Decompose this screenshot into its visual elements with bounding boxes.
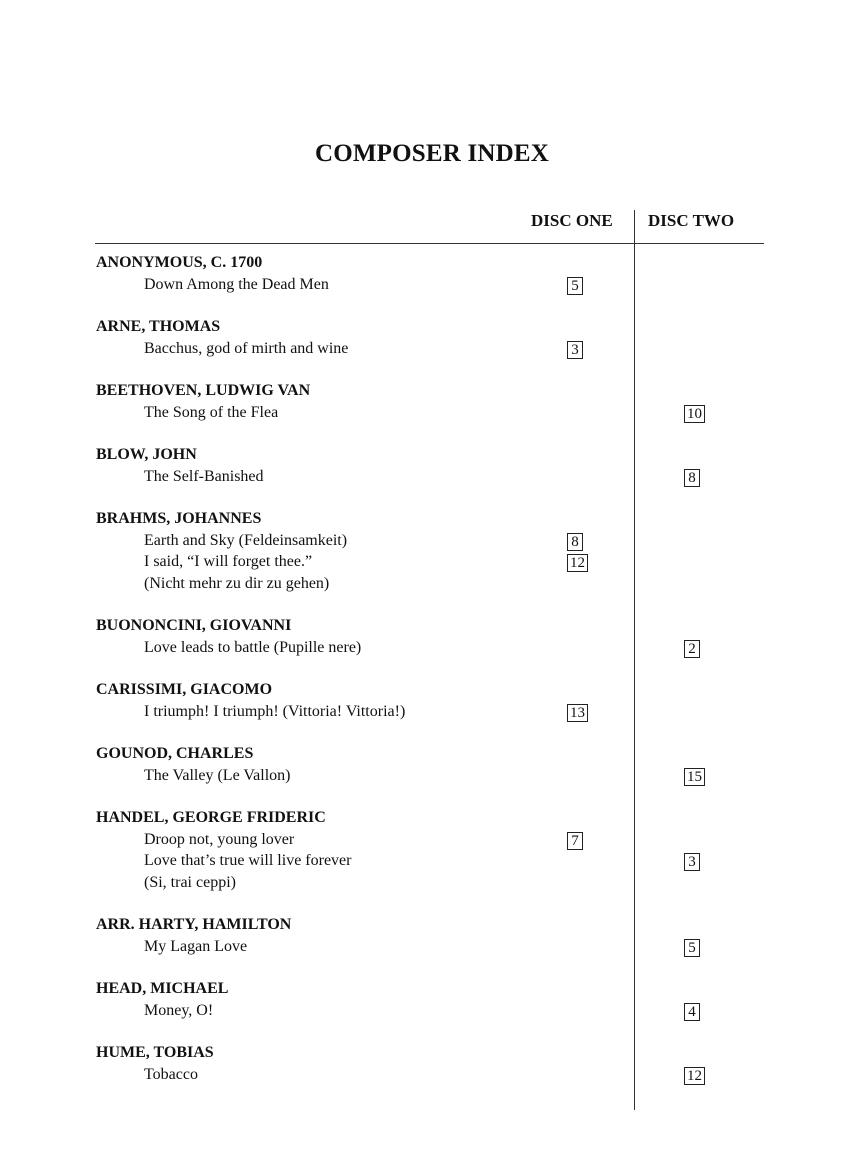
work-title: (Si, trai ceppi) (144, 873, 236, 891)
disc-two-column-header: DISC TWO (648, 211, 735, 230)
disc-two-track-number: 3 (684, 853, 700, 871)
disc-two-track-number: 10 (684, 405, 705, 423)
work-item (0, 639, 864, 660)
disc-one-track-number: 13 (567, 704, 588, 722)
work-title: (Nicht mehr zu dir zu gehen) (144, 574, 330, 592)
disc-two-track-number: 15 (684, 768, 705, 786)
work-item (0, 831, 864, 852)
composer-name: GOUNOD, CHARLES (96, 745, 254, 762)
work-subtitle-line (0, 575, 864, 596)
composer-name: BEETHOVEN, LUDWIG VAN (96, 382, 311, 399)
work-item (0, 938, 864, 959)
work-title: Money, O! (144, 1001, 214, 1019)
disc-one-track-number: 8 (567, 533, 583, 551)
disc-one-track-number: 5 (567, 277, 583, 295)
work-title: I said, “I will forget thee.” (144, 553, 313, 570)
composer-name: BRAHMS, JOHANNES (96, 510, 262, 527)
work-title: I triumph! I triumph! (Vittoria! Vittoria!) (144, 702, 406, 720)
disc-one-track-number: 7 (567, 832, 583, 850)
composer-name: HEAD, MICHAEL (96, 980, 229, 997)
work-item (0, 340, 864, 361)
work-item (0, 703, 864, 724)
work-title: Droop not, young lover (144, 830, 295, 848)
disc-two-track-number: 5 (684, 939, 700, 957)
composer-name: ANONYMOUS, C. 1700 (96, 254, 263, 271)
work-title: Earth and Sky (Feldeinsamkeit) (144, 531, 348, 549)
work-item (0, 852, 864, 873)
work-item (0, 276, 864, 297)
work-title: The Song of the Flea (144, 403, 279, 421)
disc-one-track-number: 3 (567, 341, 583, 359)
composer-name: ARR. HARTY, HAMILTON (96, 916, 292, 933)
work-title: Down Among the Dead Men (144, 275, 329, 293)
composer-name: BLOW, JOHN (96, 446, 197, 463)
work-item (0, 1002, 864, 1023)
composer-name: HUME, TOBIAS (96, 1044, 214, 1061)
work-item (0, 767, 864, 788)
composer-name: BUONONCINI, GIOVANNI (96, 617, 292, 634)
work-title: Love that’s true will live forever (144, 852, 352, 869)
work-title: Bacchus, god of mirth and wine (144, 339, 349, 357)
page-title: COMPOSER INDEX (314, 140, 550, 167)
composer-name: HANDEL, GEORGE FRIDERIC (96, 809, 326, 826)
disc-two-track-number: 12 (684, 1067, 705, 1085)
work-title: Love leads to battle (Pupille nere) (144, 638, 362, 656)
work-item (0, 532, 864, 553)
composer-name: ARNE, THOMAS (96, 318, 221, 335)
disc-two-track-number: 4 (684, 1003, 700, 1021)
disc-one-track-number: 12 (567, 554, 588, 572)
work-item (0, 1066, 864, 1087)
work-title: Tobacco (144, 1065, 198, 1083)
work-title: The Valley (Le Vallon) (144, 766, 291, 784)
header-divider (95, 243, 764, 244)
work-item (0, 468, 864, 489)
work-title: The Self-Banished (144, 467, 264, 485)
disc-one-column-header: DISC ONE (531, 211, 613, 230)
work-title: My Lagan Love (144, 937, 248, 955)
disc-two-track-number: 2 (684, 640, 700, 658)
composer-name: CARISSIMI, GIACOMO (96, 681, 273, 698)
work-item (0, 404, 864, 425)
disc-two-track-number: 8 (684, 469, 700, 487)
work-subtitle-line (0, 874, 864, 895)
work-item (0, 553, 864, 574)
